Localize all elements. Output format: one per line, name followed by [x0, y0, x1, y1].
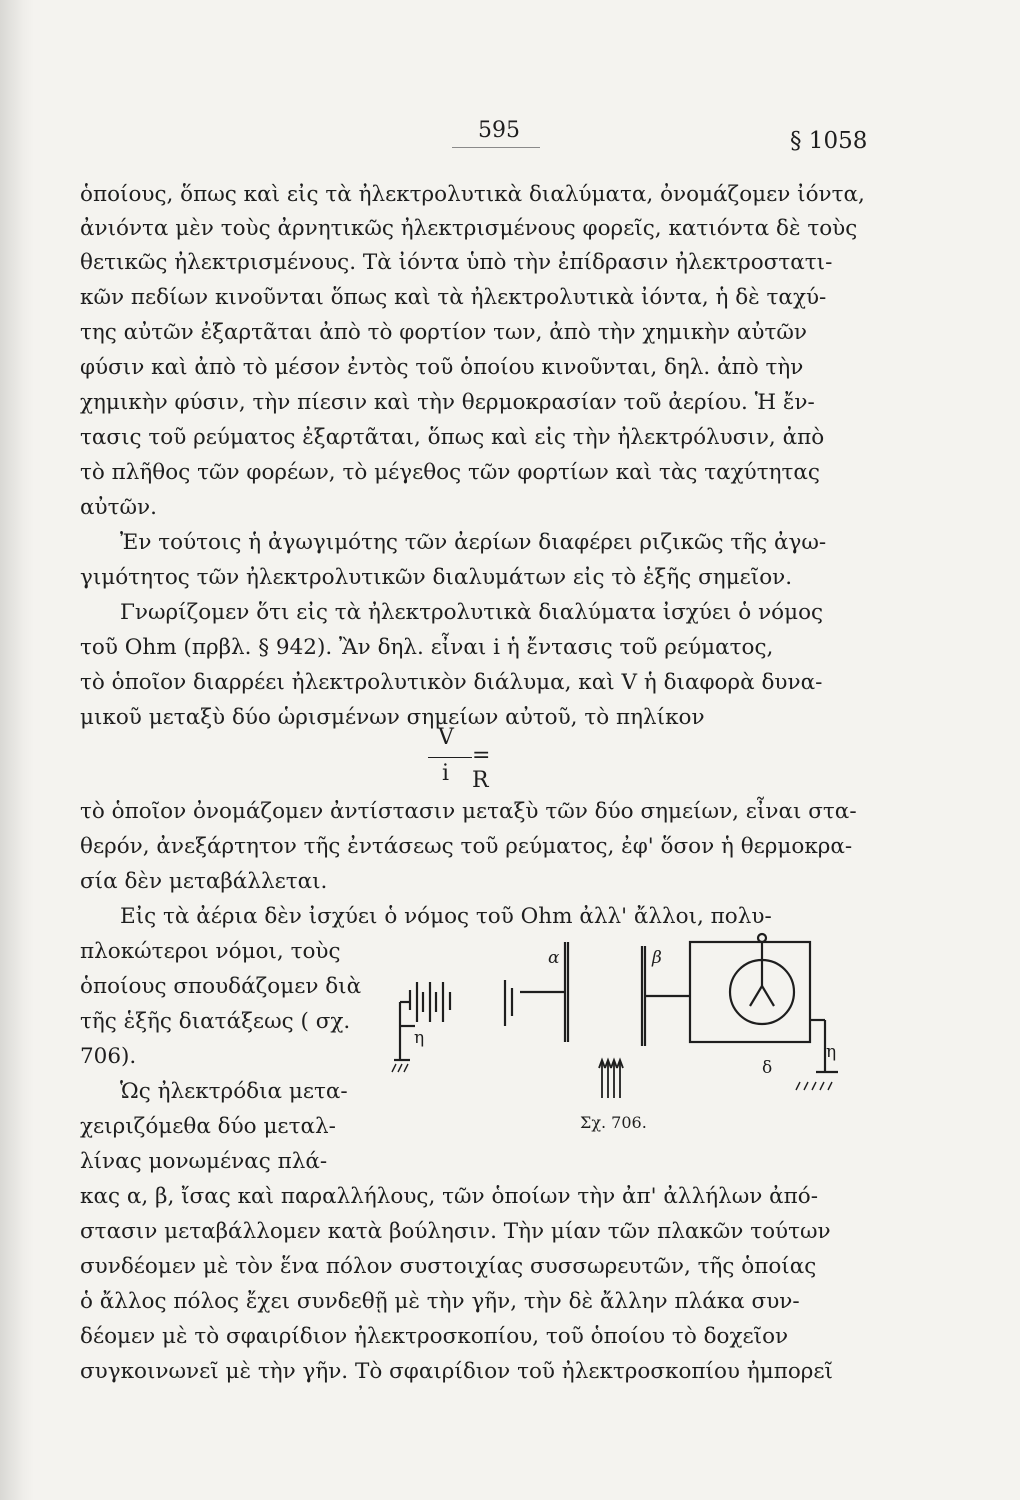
- ground-right-label: η: [826, 1042, 837, 1062]
- text-line: τὸ πλῆθος τῶν φορέων, τὸ μέγεθος τῶν φορτίων καὶ τὰς ταχύτητας: [80, 460, 820, 485]
- text-line: κας α, β, ἴσας καὶ παραλλήλους, τῶν ὁποίων τὴν ἀπ' ἀλλήλων ἀπό-: [80, 1184, 818, 1209]
- page-number: 595: [478, 118, 520, 143]
- text-line: μικοῦ μεταξὺ δύο ὡρισμένων σημείων αὐτοῦ, τὸ πηλίκον: [80, 705, 705, 730]
- text-line: τὸ ὁποῖον ὀνομάζομεν ἀντίστασιν μεταξὺ τῶν δύο σημείων, εἶναι στα-: [80, 799, 857, 824]
- delta-label: δ: [762, 1058, 773, 1078]
- text-line: Ἐν τούτοις ἡ ἀγωγιμότης τῶν ἀερίων διαφέρει ριζικῶς τῆς ἀγω-: [120, 530, 827, 555]
- formula-fraction-bar: [428, 757, 472, 758]
- text-line: χειριζόμεθα δύο μεταλ-: [80, 1114, 336, 1139]
- text-line: συνδέομεν μὲ τὸν ἕνα πόλον συστοιχίας συσσωρευτῶν, τῆς ὁποίας: [80, 1254, 817, 1279]
- figure-caption: Σχ. 706.: [580, 1113, 647, 1132]
- text-line: στασιν μεταβάλλομεν κατὰ βούλησιν. Τὴν μίαν τῶν πλακῶν τούτων: [80, 1219, 831, 1244]
- ground-left-label: η: [414, 1028, 425, 1048]
- text-line: θετικῶς ἠλεκτρισμένους. Τὰ ἰόντα ὑπὸ τὴν ἐπίδρασιν ἠλεκτροστατι-: [80, 250, 833, 275]
- figure-706: [380, 930, 880, 1130]
- text-line: πλοκώτεροι νόμοι, τοὺς: [80, 939, 341, 964]
- text-line: λίνας μονωμένας πλά-: [80, 1149, 328, 1174]
- text-line: ὁποίους, ὅπως καὶ εἰς τὰ ἠλεκτρολυτικὰ διαλύματα, ὀνομάζομεν ἰόντα,: [80, 182, 865, 207]
- text-line: Εἰς τὰ ἀέρια δὲν ἰσχύει ὁ νόμος τοῦ Ohm ἀλλ' ἄλλοι, πολυ-: [120, 904, 772, 929]
- plate-alpha-label: α: [548, 948, 560, 968]
- text-line: κῶν πεδίων κινοῦνται ὅπως καὶ τὰ ἠλεκτρολυτικὰ ἰόντα, ἡ δὲ ταχύ-: [80, 285, 827, 310]
- plate-beta-label: β: [652, 948, 662, 968]
- text-line: φύσιν καὶ ἀπὸ τὸ μέσον ἐντὸς τοῦ ὁποίου κινοῦνται, δηλ. ἀπὸ τὴν: [80, 355, 804, 380]
- text-line: τὸ ὁποῖον διαρρέει ἠλεκτρολυτικὸν διάλυμα, καὶ V ἡ διαφορὰ δυνα-: [80, 670, 823, 695]
- text-line: Ὡς ἠλεκτρόδια μετα-: [120, 1079, 348, 1104]
- text-line: Γνωρίζομεν ὅτι εἰς τὰ ἠλεκτρολυτικὰ διαλύματα ἰσχύει ὁ νόμος: [120, 600, 824, 625]
- page-number-rule: [452, 147, 540, 148]
- text-line: τῆς ἑξῆς διατάξεως ( σχ.: [80, 1009, 351, 1034]
- text-line: συγκοινωνεῖ μὲ τὴν γῆν. Τὸ σφαιρίδιον τοῦ ἠλεκτροσκοπίου ἠμπορεῖ: [80, 1359, 833, 1384]
- text-line: της αὐτῶν ἐξαρτᾶται ἀπὸ τὸ φορτίον των, ἀπὸ τὴν χημικὴν αὐτῶν: [80, 320, 808, 345]
- text-line: χημικὴν φύσιν, τὴν πίεσιν καὶ τὴν θερμοκρασίαν τοῦ ἀερίου. Ἡ ἔν-: [80, 390, 815, 415]
- text-line: σία δὲν μεταβάλλεται.: [80, 869, 328, 894]
- text-line: δέομεν μὲ τὸ σφαιρίδιον ἠλεκτροσκοπίου, τοῦ ὁποίου τὸ δοχεῖον: [80, 1324, 789, 1349]
- text-line: γιμότητος τῶν ἠλεκτρολυτικῶν διαλυμάτων εἰς τὸ ἑξῆς σημεῖον.: [80, 565, 793, 590]
- section-number: § 1058: [790, 128, 868, 154]
- formula-rhs: = R: [472, 743, 491, 793]
- text-line: ἀνιόντα μὲν τοὺς ἀρνητικῶς ἠλεκτρισμένους φορεῖς, κατιόντα δὲ τοὺς: [80, 216, 858, 241]
- text-line: ὁ ἄλλος πόλος ἔχει συνδεθῇ μὲ τὴν γῆν, τὴν δὲ ἄλλην πλάκα συν-: [80, 1289, 800, 1314]
- text-line: αὐτῶν.: [80, 495, 157, 520]
- text-line: 706).: [80, 1044, 137, 1069]
- page-gutter-shadow: [0, 0, 34, 1500]
- text-line: ὁποίους σπουδάζομεν διὰ: [80, 974, 362, 999]
- apparatus-diagram: [380, 930, 880, 1130]
- text-line: τοῦ Ohm (πρβλ. § 942). Ἂν δηλ. εἶναι i ἡ ἔντασις τοῦ ρεύματος,: [80, 635, 774, 660]
- formula-denominator: i: [442, 761, 450, 786]
- text-line: θερόν, ἀνεξάρτητον τῆς ἐντάσεως τοῦ ρεύματος, ἐφ' ὅσον ἡ θερμοκρα-: [80, 834, 853, 859]
- text-line: τασις τοῦ ρεύματος ἐξαρτᾶται, ὅπως καὶ εἰς τὴν ἠλεκτρόλυσιν, ἀπὸ: [80, 425, 825, 450]
- formula-numerator: V: [438, 725, 454, 750]
